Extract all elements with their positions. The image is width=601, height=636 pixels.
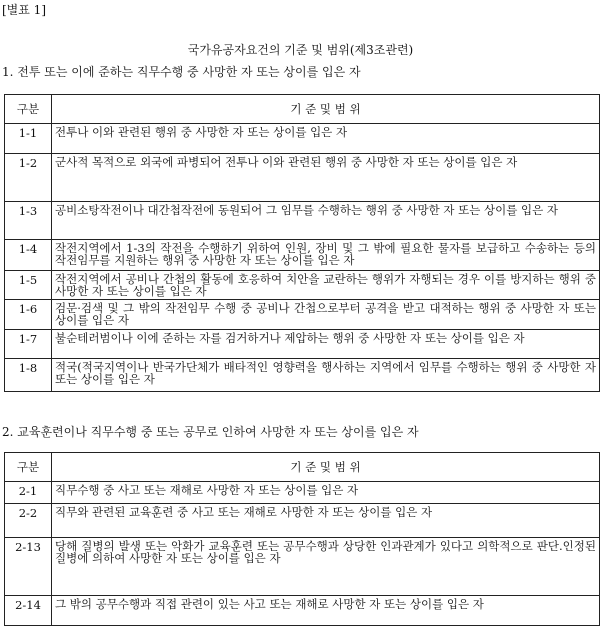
table-row [5, 538, 600, 596]
row-text: 작전지역에서 1-3의 작전을 수행하기 위하여 인원, 장비 및 그 밖에 필요한 물자를 보급하고 수송하는 등의 작전임무를 지원하는 행위 중 사망한 자 또는 상이를 입은 자 [52, 240, 600, 271]
row-text: 직무수행 중 사고 또는 재해로 사망한 자 또는 상이를 입은 자 [52, 482, 600, 504]
row-text: 전투나 이와 관련된 행위 중 사망한 자 또는 상이를 입은 자 [52, 124, 600, 154]
row-code: 2-13 [5, 538, 52, 596]
row-text: 직무와 관련된 교육훈련 중 사고 또는 재해로 사망한 자 또는 상이를 입은 자 [52, 504, 600, 538]
table-row [5, 271, 600, 300]
table-row [5, 300, 600, 330]
column-header-code: 구분 [5, 453, 52, 482]
section2-heading: 2. 교육훈련이나 직무수행 중 또는 공무로 인하여 사망한 자 또는 상이를 입은 자 [2, 425, 419, 439]
row-code: 2-2 [5, 504, 52, 538]
row-text: 작전지역에서 공비나 간첩의 활동에 호응하여 치안을 교란하는 행위가 자행되는 경우 이를 방지하는 행위 중 사망한 자 또는 상이를 입은 자 [52, 271, 600, 300]
table-row [5, 504, 600, 538]
table-row [5, 482, 600, 504]
row-text: 그 밖의 공무수행과 직접 관련이 있는 사고 또는 재해로 사망한 자 또는 상이를 입은 자 [52, 596, 600, 626]
criteria-table-1 [4, 94, 600, 392]
row-code: 1-3 [5, 202, 52, 240]
table-row [5, 202, 600, 240]
row-code: 1-5 [5, 271, 52, 300]
table-row [5, 124, 600, 154]
row-code: 1-2 [5, 154, 52, 202]
column-header-desc: 기 준 및 범 위 [52, 95, 600, 124]
row-code: 1-1 [5, 124, 52, 154]
row-text: 검문·검색 및 그 밖의 작전임무 수행 중 공비나 간첩으로부터 공격을 받고 대적하는 행위 중 사망한 자 또는 상이를 입은 자 [52, 300, 600, 330]
column-header-desc: 기 준 및 범 위 [52, 453, 600, 482]
row-code: 1-6 [5, 300, 52, 330]
document-tag: [별표 1] [2, 3, 46, 17]
table-row [5, 330, 600, 359]
row-text: 당해 질병의 발생 또는 악화가 교육훈련 또는 공무수행과 상당한 인과관계가 있다고 의학적으로 판단.인정된 질병에 의하여 사망한 자 또는 상이를 입은 자 [52, 538, 600, 596]
row-code: 2-14 [5, 596, 52, 626]
document-title: 국가유공자요건의 기준 및 범위(제3조관련) [187, 43, 414, 57]
row-text: 불순테러범이나 이에 준하는 자를 검거하거나 제압하는 행위 중 사망한 자 또는 상이를 입은 자 [52, 330, 600, 359]
row-code: 2-1 [5, 482, 52, 504]
row-text: 군사적 목적으로 외국에 파병되어 전투나 이와 관련된 행위 중 사망한 자 또는 상이를 입은 자 [52, 154, 600, 202]
row-code: 1-4 [5, 240, 52, 271]
table-header-row [5, 453, 600, 482]
table-row [5, 154, 600, 202]
row-text: 적국(적국지역이나 반국가단체가 배타적인 영향력을 행사하는 지역에서 임무를 수행하는 행위 중 사망한 자 또는 상이를 입은 자 [52, 359, 600, 392]
criteria-table-2 [4, 452, 600, 626]
row-code: 1-8 [5, 359, 52, 392]
table-row [5, 596, 600, 626]
table-row [5, 240, 600, 271]
column-header-code: 구분 [5, 95, 52, 124]
table-header-row [5, 95, 600, 124]
section1-heading: 1. 전투 또는 이에 준하는 직무수행 중 사망한 자 또는 상이를 입은 자 [2, 65, 361, 79]
row-text: 공비소탕작전이나 대간첩작전에 동원되어 그 임무를 수행하는 행위 중 사망한 자 또는 상이를 입은 자 [52, 202, 600, 240]
row-code: 1-7 [5, 330, 52, 359]
table-row [5, 359, 600, 392]
